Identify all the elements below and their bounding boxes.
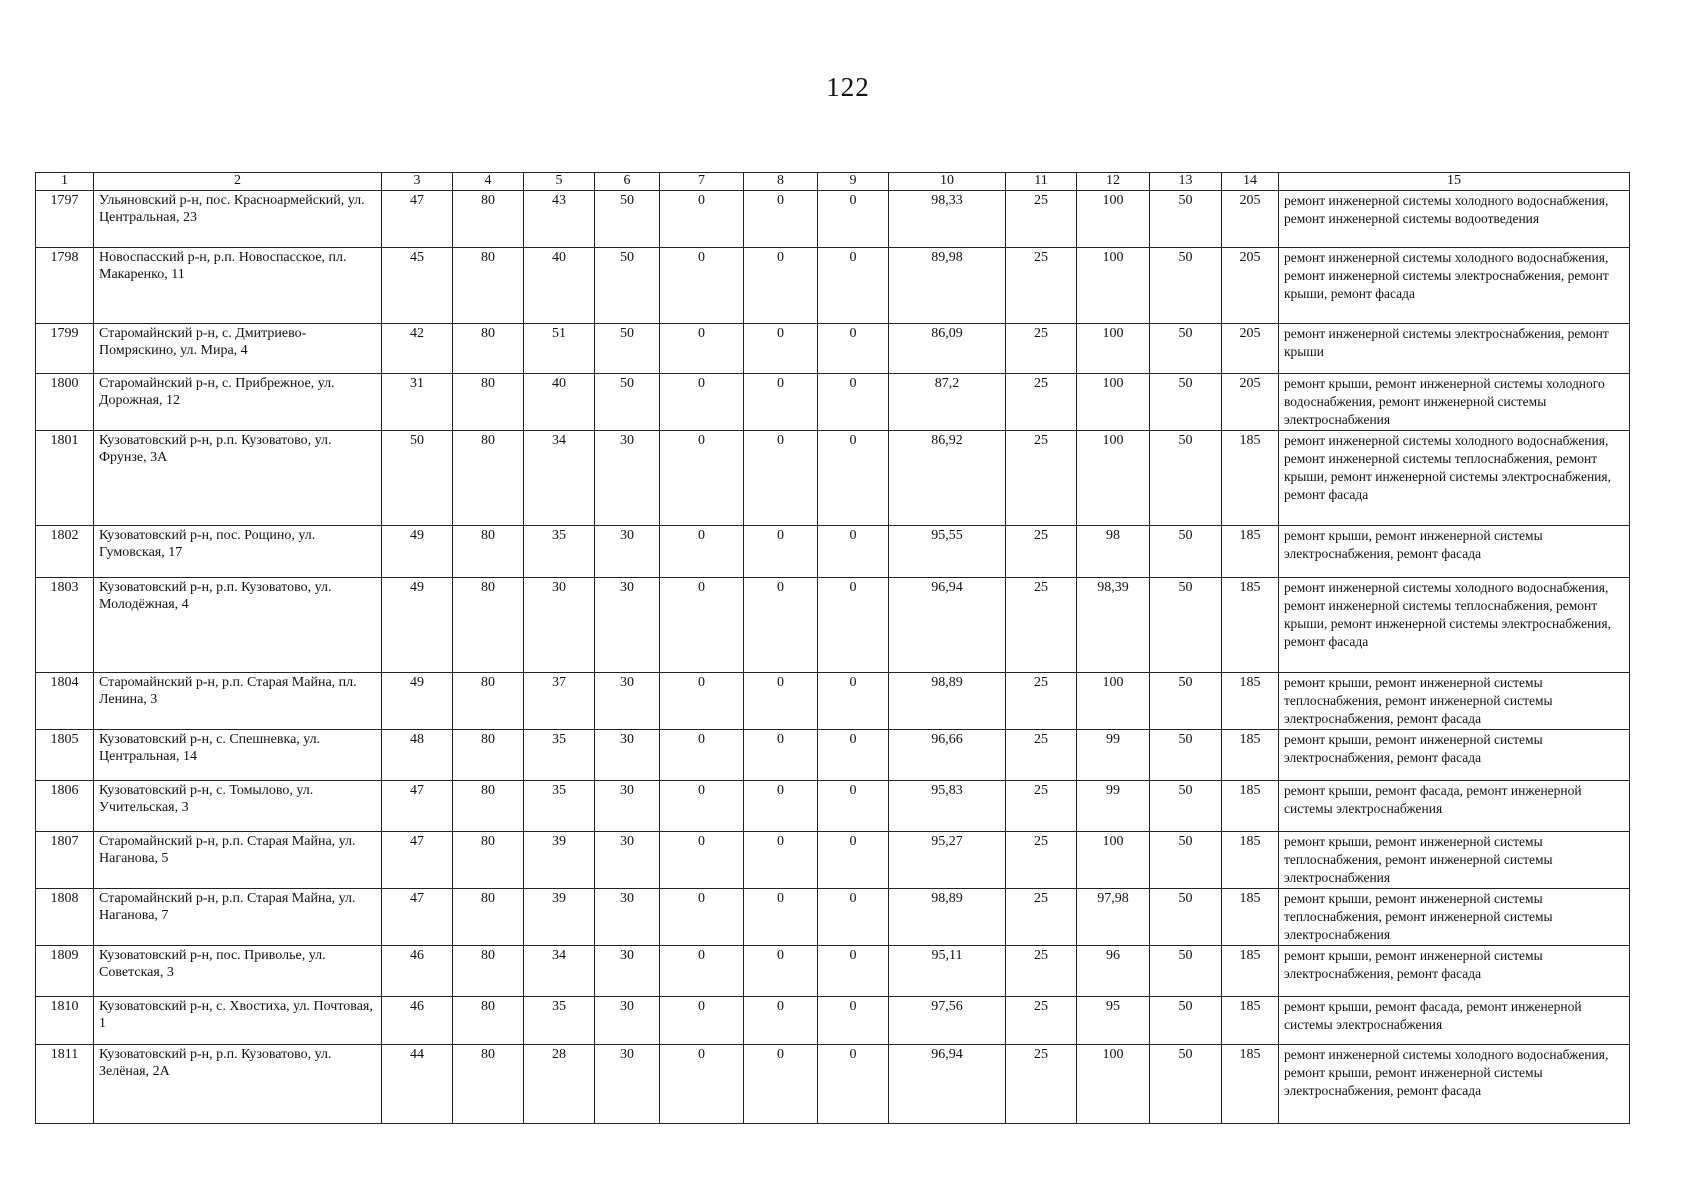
value-cell: 34 — [524, 431, 595, 526]
value-cell: 205 — [1222, 374, 1279, 431]
value-cell: 40 — [524, 248, 595, 324]
value-cell: 50 — [595, 324, 660, 374]
value-cell: 0 — [660, 673, 744, 730]
value-cell: 96,94 — [889, 1045, 1006, 1124]
address-cell: Старомайнский р-н, с. Дмитриево-Помряскино, ул. Мира, 4 — [94, 324, 382, 374]
value-cell: 40 — [524, 374, 595, 431]
address-cell: Кузоватовский р-н, с. Спешневка, ул. Центральная, 14 — [94, 730, 382, 781]
value-cell: 96,94 — [889, 578, 1006, 673]
value-cell: 98,89 — [889, 889, 1006, 946]
column-number: 5 — [524, 173, 595, 191]
value-cell: 205 — [1222, 248, 1279, 324]
value-cell: 50 — [1150, 191, 1222, 248]
value-cell: 45 — [382, 248, 453, 324]
value-cell: 0 — [660, 781, 744, 832]
address-cell: Кузоватовский р-н, с. Хвостиха, ул. Почтовая, 1 — [94, 997, 382, 1045]
value-cell: 50 — [1150, 324, 1222, 374]
value-cell: 0 — [744, 889, 818, 946]
value-cell: 30 — [595, 781, 660, 832]
value-cell: 80 — [453, 526, 524, 578]
value-cell: 100 — [1077, 832, 1150, 889]
works-cell: ремонт инженерной системы холодного водоснабжения, ремонт инженерной системы теплоснабжения, ремонт крыши, ремонт инженерной системы электроснабжения, ремонт фасада — [1279, 431, 1630, 526]
value-cell: 100 — [1077, 191, 1150, 248]
table-row — [36, 191, 1630, 248]
value-cell: 98 — [1077, 526, 1150, 578]
value-cell: 44 — [382, 1045, 453, 1124]
value-cell: 46 — [382, 946, 453, 997]
value-cell: 95,55 — [889, 526, 1006, 578]
value-cell: 97,98 — [1077, 889, 1150, 946]
value-cell: 0 — [744, 673, 818, 730]
works-cell: ремонт крыши, ремонт инженерной системы теплоснабжения, ремонт инженерной системы электроснабжения — [1279, 889, 1630, 946]
value-cell: 86,09 — [889, 324, 1006, 374]
table-row — [36, 997, 1630, 1045]
value-cell: 185 — [1222, 832, 1279, 889]
value-cell: 96 — [1077, 946, 1150, 997]
value-cell: 30 — [524, 578, 595, 673]
value-cell: 80 — [453, 431, 524, 526]
row-number: 1797 — [36, 191, 94, 248]
address-cell: Старомайнский р-н, р.п. Старая Майна, ул. Наганова, 7 — [94, 889, 382, 946]
address-cell: Кузоватовский р-н, р.п. Кузоватово, ул. Фрунзе, 3А — [94, 431, 382, 526]
value-cell: 100 — [1077, 248, 1150, 324]
value-cell: 25 — [1006, 730, 1077, 781]
value-cell: 0 — [744, 997, 818, 1045]
value-cell: 0 — [744, 946, 818, 997]
table-row — [36, 781, 1630, 832]
address-cell: Кузоватовский р-н, р.п. Кузоватово, ул. Молодёжная, 4 — [94, 578, 382, 673]
value-cell: 0 — [660, 997, 744, 1045]
value-cell: 37 — [524, 673, 595, 730]
value-cell: 0 — [818, 248, 889, 324]
value-cell: 0 — [818, 997, 889, 1045]
value-cell: 95,27 — [889, 832, 1006, 889]
value-cell: 46 — [382, 997, 453, 1045]
value-cell: 99 — [1077, 781, 1150, 832]
works-cell: ремонт крыши, ремонт фасада, ремонт инженерной системы электроснабжения — [1279, 997, 1630, 1045]
value-cell: 50 — [1150, 526, 1222, 578]
value-cell: 25 — [1006, 889, 1077, 946]
value-cell: 0 — [660, 889, 744, 946]
value-cell: 35 — [524, 526, 595, 578]
works-cell: ремонт крыши, ремонт инженерной системы электроснабжения, ремонт фасада — [1279, 730, 1630, 781]
value-cell: 0 — [818, 673, 889, 730]
repair-register-table — [35, 172, 1630, 1124]
value-cell: 100 — [1077, 1045, 1150, 1124]
value-cell: 99 — [1077, 730, 1150, 781]
row-number: 1799 — [36, 324, 94, 374]
value-cell: 86,92 — [889, 431, 1006, 526]
value-cell: 0 — [818, 431, 889, 526]
value-cell: 185 — [1222, 889, 1279, 946]
value-cell: 0 — [744, 191, 818, 248]
row-number: 1810 — [36, 997, 94, 1045]
table-row — [36, 248, 1630, 324]
value-cell: 25 — [1006, 374, 1077, 431]
value-cell: 50 — [595, 248, 660, 324]
works-cell: ремонт крыши, ремонт инженерной системы теплоснабжения, ремонт инженерной системы электроснабжения — [1279, 832, 1630, 889]
value-cell: 0 — [660, 431, 744, 526]
value-cell: 0 — [660, 248, 744, 324]
value-cell: 100 — [1077, 374, 1150, 431]
value-cell: 95 — [1077, 997, 1150, 1045]
row-number: 1808 — [36, 889, 94, 946]
value-cell: 50 — [1150, 431, 1222, 526]
value-cell: 50 — [1150, 730, 1222, 781]
value-cell: 35 — [524, 781, 595, 832]
value-cell: 100 — [1077, 431, 1150, 526]
value-cell: 0 — [818, 889, 889, 946]
value-cell: 50 — [1150, 889, 1222, 946]
value-cell: 50 — [1150, 578, 1222, 673]
value-cell: 205 — [1222, 324, 1279, 374]
works-cell: ремонт крыши, ремонт инженерной системы электроснабжения, ремонт фасада — [1279, 946, 1630, 997]
row-number: 1800 — [36, 374, 94, 431]
value-cell: 25 — [1006, 997, 1077, 1045]
value-cell: 47 — [382, 781, 453, 832]
row-number: 1806 — [36, 781, 94, 832]
value-cell: 97,56 — [889, 997, 1006, 1045]
column-number: 10 — [889, 173, 1006, 191]
value-cell: 80 — [453, 889, 524, 946]
value-cell: 25 — [1006, 526, 1077, 578]
value-cell: 80 — [453, 832, 524, 889]
works-cell: ремонт крыши, ремонт инженерной системы электроснабжения, ремонт фасада — [1279, 526, 1630, 578]
table-row — [36, 730, 1630, 781]
table-row — [36, 889, 1630, 946]
value-cell: 87,2 — [889, 374, 1006, 431]
value-cell: 48 — [382, 730, 453, 781]
value-cell: 0 — [660, 324, 744, 374]
value-cell: 47 — [382, 832, 453, 889]
value-cell: 0 — [818, 374, 889, 431]
value-cell: 0 — [818, 781, 889, 832]
value-cell: 80 — [453, 781, 524, 832]
value-cell: 25 — [1006, 324, 1077, 374]
value-cell: 43 — [524, 191, 595, 248]
value-cell: 0 — [744, 431, 818, 526]
value-cell: 80 — [453, 1045, 524, 1124]
value-cell: 0 — [660, 1045, 744, 1124]
value-cell: 185 — [1222, 578, 1279, 673]
value-cell: 30 — [595, 997, 660, 1045]
address-cell: Ульяновский р-н, пос. Красноармейский, ул. Центральная, 23 — [94, 191, 382, 248]
value-cell: 30 — [595, 526, 660, 578]
value-cell: 0 — [818, 832, 889, 889]
works-cell: ремонт инженерной системы холодного водоснабжения, ремонт крыши, ремонт инженерной системы электроснабжения, ремонт фасада — [1279, 1045, 1630, 1124]
value-cell: 80 — [453, 730, 524, 781]
value-cell: 80 — [453, 324, 524, 374]
value-cell: 0 — [744, 832, 818, 889]
column-number: 7 — [660, 173, 744, 191]
value-cell: 0 — [818, 1045, 889, 1124]
column-number-row — [36, 173, 1630, 191]
address-cell: Кузоватовский р-н, пос. Рощино, ул. Гумовская, 17 — [94, 526, 382, 578]
row-number: 1809 — [36, 946, 94, 997]
address-cell: Старомайнский р-н, р.п. Старая Майна, пл. Ленина, 3 — [94, 673, 382, 730]
value-cell: 49 — [382, 578, 453, 673]
column-number: 1 — [36, 173, 94, 191]
row-number: 1805 — [36, 730, 94, 781]
value-cell: 98,89 — [889, 673, 1006, 730]
value-cell: 98,39 — [1077, 578, 1150, 673]
value-cell: 80 — [453, 578, 524, 673]
value-cell: 25 — [1006, 673, 1077, 730]
address-cell: Старомайнский р-н, с. Прибрежное, ул. Дорожная, 12 — [94, 374, 382, 431]
column-number: 6 — [595, 173, 660, 191]
column-number: 4 — [453, 173, 524, 191]
value-cell: 80 — [453, 946, 524, 997]
address-cell: Старомайнский р-н, р.п. Старая Майна, ул. Наганова, 5 — [94, 832, 382, 889]
table-row — [36, 1045, 1630, 1124]
value-cell: 80 — [453, 248, 524, 324]
row-number: 1801 — [36, 431, 94, 526]
value-cell: 31 — [382, 374, 453, 431]
column-number: 14 — [1222, 173, 1279, 191]
value-cell: 100 — [1077, 324, 1150, 374]
value-cell: 0 — [818, 946, 889, 997]
value-cell: 100 — [1077, 673, 1150, 730]
works-cell: ремонт инженерной системы холодного водоснабжения, ремонт инженерной системы электроснабжения, ремонт крыши, ремонт фасада — [1279, 248, 1630, 324]
value-cell: 50 — [1150, 781, 1222, 832]
value-cell: 0 — [660, 730, 744, 781]
value-cell: 0 — [744, 526, 818, 578]
value-cell: 30 — [595, 578, 660, 673]
column-number: 11 — [1006, 173, 1077, 191]
row-number: 1803 — [36, 578, 94, 673]
value-cell: 25 — [1006, 431, 1077, 526]
works-cell: ремонт крыши, ремонт фасада, ремонт инженерной системы электроснабжения — [1279, 781, 1630, 832]
value-cell: 35 — [524, 730, 595, 781]
value-cell: 205 — [1222, 191, 1279, 248]
address-cell: Новоспасский р-н, р.п. Новоспасское, пл. Макаренко, 11 — [94, 248, 382, 324]
value-cell: 0 — [744, 730, 818, 781]
value-cell: 30 — [595, 832, 660, 889]
value-cell: 0 — [660, 526, 744, 578]
value-cell: 0 — [660, 578, 744, 673]
value-cell: 80 — [453, 997, 524, 1045]
value-cell: 30 — [595, 431, 660, 526]
row-number: 1802 — [36, 526, 94, 578]
value-cell: 49 — [382, 526, 453, 578]
value-cell: 50 — [595, 374, 660, 431]
value-cell: 50 — [1150, 832, 1222, 889]
value-cell: 25 — [1006, 1045, 1077, 1124]
works-cell: ремонт инженерной системы электроснабжения, ремонт крыши — [1279, 324, 1630, 374]
value-cell: 35 — [524, 997, 595, 1045]
table-row — [36, 673, 1630, 730]
table-row — [36, 832, 1630, 889]
value-cell: 185 — [1222, 946, 1279, 997]
value-cell: 51 — [524, 324, 595, 374]
column-number: 13 — [1150, 173, 1222, 191]
value-cell: 30 — [595, 946, 660, 997]
row-number: 1807 — [36, 832, 94, 889]
value-cell: 50 — [595, 191, 660, 248]
table-row — [36, 374, 1630, 431]
value-cell: 25 — [1006, 946, 1077, 997]
value-cell: 95,11 — [889, 946, 1006, 997]
value-cell: 185 — [1222, 673, 1279, 730]
value-cell: 34 — [524, 946, 595, 997]
address-cell: Кузоватовский р-н, с. Томылово, ул. Учительская, 3 — [94, 781, 382, 832]
value-cell: 185 — [1222, 1045, 1279, 1124]
value-cell: 0 — [660, 832, 744, 889]
value-cell: 25 — [1006, 832, 1077, 889]
value-cell: 50 — [1150, 946, 1222, 997]
column-number: 15 — [1279, 173, 1630, 191]
value-cell: 185 — [1222, 730, 1279, 781]
value-cell: 50 — [1150, 374, 1222, 431]
table-row — [36, 946, 1630, 997]
value-cell: 50 — [1150, 673, 1222, 730]
table-row — [36, 526, 1630, 578]
value-cell: 30 — [595, 730, 660, 781]
column-number: 3 — [382, 173, 453, 191]
value-cell: 0 — [818, 730, 889, 781]
value-cell: 0 — [660, 946, 744, 997]
value-cell: 185 — [1222, 526, 1279, 578]
works-cell: ремонт инженерной системы холодного водоснабжения, ремонт инженерной системы теплоснабжения, ремонт крыши, ремонт инженерной системы электроснабжения, ремонт фасада — [1279, 578, 1630, 673]
value-cell: 95,83 — [889, 781, 1006, 832]
row-number: 1804 — [36, 673, 94, 730]
works-cell: ремонт инженерной системы холодного водоснабжения, ремонт инженерной системы водоотведения — [1279, 191, 1630, 248]
value-cell: 80 — [453, 673, 524, 730]
value-cell: 30 — [595, 673, 660, 730]
address-cell: Кузоватовский р-н, пос. Приволье, ул. Советская, 3 — [94, 946, 382, 997]
address-cell: Кузоватовский р-н, р.п. Кузоватово, ул. Зелёная, 2А — [94, 1045, 382, 1124]
value-cell: 96,66 — [889, 730, 1006, 781]
value-cell: 80 — [453, 191, 524, 248]
column-number: 12 — [1077, 173, 1150, 191]
page-number: 122 — [826, 72, 870, 102]
value-cell: 0 — [660, 191, 744, 248]
value-cell: 25 — [1006, 248, 1077, 324]
value-cell: 0 — [744, 374, 818, 431]
value-cell: 49 — [382, 673, 453, 730]
row-number: 1798 — [36, 248, 94, 324]
value-cell: 42 — [382, 324, 453, 374]
value-cell: 185 — [1222, 431, 1279, 526]
column-number: 8 — [744, 173, 818, 191]
value-cell: 0 — [744, 781, 818, 832]
works-cell: ремонт крыши, ремонт инженерной системы теплоснабжения, ремонт инженерной системы электроснабжения, ремонт фасада — [1279, 673, 1630, 730]
value-cell: 185 — [1222, 781, 1279, 832]
value-cell: 80 — [453, 374, 524, 431]
value-cell: 47 — [382, 191, 453, 248]
value-cell: 0 — [744, 248, 818, 324]
value-cell: 25 — [1006, 578, 1077, 673]
value-cell: 30 — [595, 1045, 660, 1124]
column-number: 2 — [94, 173, 382, 191]
value-cell: 50 — [1150, 248, 1222, 324]
table-row — [36, 431, 1630, 526]
table-row — [36, 324, 1630, 374]
table-row — [36, 578, 1630, 673]
value-cell: 39 — [524, 832, 595, 889]
value-cell: 0 — [744, 324, 818, 374]
value-cell: 0 — [818, 324, 889, 374]
value-cell: 0 — [818, 578, 889, 673]
row-number: 1811 — [36, 1045, 94, 1124]
value-cell: 25 — [1006, 781, 1077, 832]
value-cell: 50 — [1150, 997, 1222, 1045]
value-cell: 39 — [524, 889, 595, 946]
value-cell: 0 — [744, 1045, 818, 1124]
value-cell: 28 — [524, 1045, 595, 1124]
value-cell: 185 — [1222, 997, 1279, 1045]
value-cell: 25 — [1006, 191, 1077, 248]
value-cell: 0 — [818, 526, 889, 578]
value-cell: 89,98 — [889, 248, 1006, 324]
value-cell: 0 — [660, 374, 744, 431]
value-cell: 30 — [595, 889, 660, 946]
value-cell: 98,33 — [889, 191, 1006, 248]
value-cell: 47 — [382, 889, 453, 946]
value-cell: 50 — [382, 431, 453, 526]
works-cell: ремонт крыши, ремонт инженерной системы холодного водоснабжения, ремонт инженерной системы электроснабжения — [1279, 374, 1630, 431]
column-number: 9 — [818, 173, 889, 191]
value-cell: 50 — [1150, 1045, 1222, 1124]
value-cell: 0 — [744, 578, 818, 673]
value-cell: 0 — [818, 191, 889, 248]
